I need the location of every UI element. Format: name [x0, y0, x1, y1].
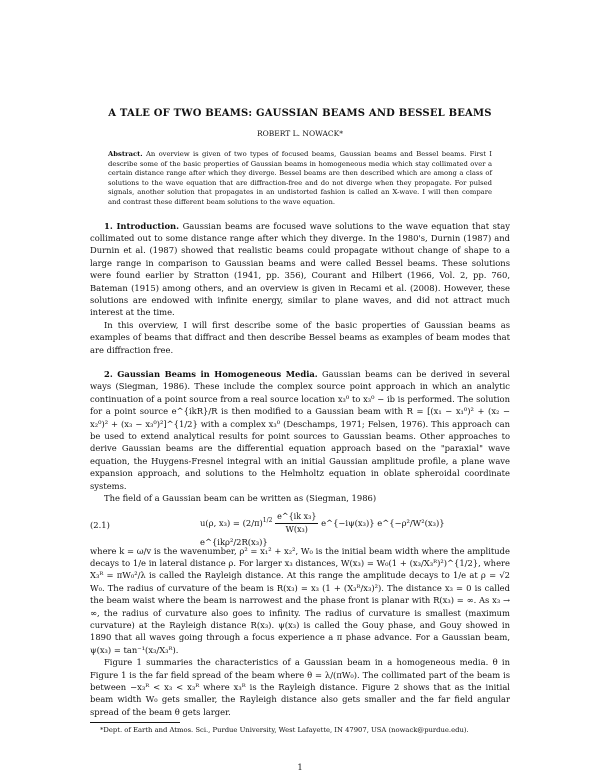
gaussian-paragraph-1: [90, 368, 510, 492]
page-number: 1: [297, 762, 303, 772]
abstract: [108, 150, 492, 208]
section-2-heading: 2. Gaussian Beams in Homogeneous Media.: [104, 369, 318, 380]
gaussian-paragraph-4: Figure 1 summaries the characteristics of a Gaussian beam in a homogeneous media. θ in Figure 1 is the far field spread of the beam where θ = λ/(πW₀). The collimated part of the beam is between −x₃ᴿ < x₃ < x₃ᴿ where x₃ᴿ is the Rayleigh distance. Figure 2 shows that as the initial beam width W₀ gets smaller, the Rayleigh distance also gets smaller and the far field angular spread of the beam θ gets larger.: [90, 657, 510, 717]
equation-numerator: e^{ik x₃}: [275, 511, 318, 524]
equation-denominator: W(x₃): [285, 524, 308, 534]
footnote-rule: [90, 722, 180, 723]
footnote: *Dept. of Earth and Atmos. Sci., Purdue University, West Lafayette, IN 47907, USA (nowack@purdue.edu).: [100, 726, 469, 735]
intro-paragraph-2: In this overview, I will first describe some of the basic properties of Gaussian beams as examples of beams that diffract and then describe Bessel beams as examples of beam modes that are diffraction free.: [90, 319, 510, 355]
equation-number: (2.1): [90, 519, 110, 530]
gaussian-paragraph-2: The field of a Gaussian beam can be written as (Siegman, 1986): [104, 493, 377, 504]
section-1-heading: 1. Introduction.: [104, 220, 180, 231]
abstract-label: Abstract.: [108, 150, 143, 158]
author-line: ROBERT L. NOWACK*: [257, 129, 343, 138]
equation-rest: e^{−iψ(x₃)} e^{−ρ²/W²(x₃)} e^{ikρ²/2R(x₃)}: [200, 517, 445, 547]
equation-fraction: [275, 511, 318, 536]
abstract-text: An overview is given of two types of focused beams, Gaussian beams and Bessel beams. First I describe some of the basic properties of Gaussian beams in homogeneous media which stay collimated over a certain distance range after which they diverge. Bessel beams are then described which are among a class of solutions to the wave equation that are diffraction-free and do not diverge when they propagate. For pulsed signals, another solution that propagates in an undistorted fashion is called an X-wave. I will then compare and contrast these different beam solutions to the wave equation.: [108, 150, 492, 206]
equation-exponent: 1/2: [262, 516, 273, 524]
intro-text-1: Gaussian beams are focused wave solutions to the wave equation that stay collimated out to some distance range after which they diverge. In the 1980's, Durnin (1987) and Durnin et al. (1987) showed that realistic beams could propagate without change of shape to a large range in comparison to Gaussian beams and were called Bessel beams. These solutions were found earlier by Stratton (1941, pp. 356), Courant and Hilbert (1966, Vol. 2, pp. 760, Bateman (1915) among others, and an overview is given in Recami et al. (2008). However, these solutions are endowed with infinite energy, similar to plane waves, and did not attract much interest at the time.: [90, 220, 510, 318]
paper-page: [90, 108, 510, 772]
gaussian-text-1: Gaussian beams can be derived in several ways (Siegman, 1986). These include the complex source point approach in which an analytic continuation of a point source from a real source location x₃⁰ to x₃⁰ − ib is performed. The solution for a point source e^{ikR}/R is then modified to a Gaussian beam with R = [(x₁ − x₁⁰)² + (x₂ − x₂⁰)² + (x₃ − x₃⁰)²]^{1/2} with a complex x₃⁰ (Deschamps, 1971; Felsen, 1976). This approach can be used to extend analytical results for point sources to Gaussian beams. Other approaches to derive Gaussian beams are the differential equation approach based on the "paraxial" wave equation, the Huygens-Fresnel integral with an initial Gaussian amplitude profile, a plane wave expansion approach, and solutions to the Helmholtz equation in oblate spheroidal coordinate systems.: [90, 369, 510, 491]
paper-title: A TALE OF TWO BEAMS: GAUSSIAN BEAMS AND BESSEL BEAMS: [108, 108, 492, 119]
equation-body: [200, 511, 510, 548]
gaussian-paragraph-3: where k = ω/v is the wavenumber, ρ² = x₁² + x₂², W₀ is the initial beam width where the amplitude decays to 1/e in lateral distance ρ. For larger x₃ distances, W(x₃) = W₀(1 + (x₃/X₃ᴿ)²)^{1/2}, where X₃ᴿ = πW₀²/λ is called the Rayleigh distance. At this range the amplitude decays to 1/e at ρ = √2 W₀. The radius of curvature of the beam is R(x₃) = x₃ (1 + (X₃ᴿ/x₃)²). The distance x₃ = 0 is called the beam waist where the beam is narrowest and the phase front is planar with R(x₃) = ∞. As x₃ → ∞, the radius of curvature also goes to infinity. The radius of curvature is smallest (maximum curvature) at the Rayleigh distance R(x₃). ψ(x₃) is called the Gouy phase, and Gouy showed in 1890 that all waves going through a focus experience a π phase advance. For a Gaussian beam, ψ(x₃) = tan⁻¹(x₃/X₃ᴿ).: [90, 545, 510, 655]
equation-2-1: [90, 511, 510, 547]
intro-paragraph-1: [90, 220, 510, 319]
equation-lhs: u(ρ, x₃) = (2/π): [200, 517, 263, 528]
